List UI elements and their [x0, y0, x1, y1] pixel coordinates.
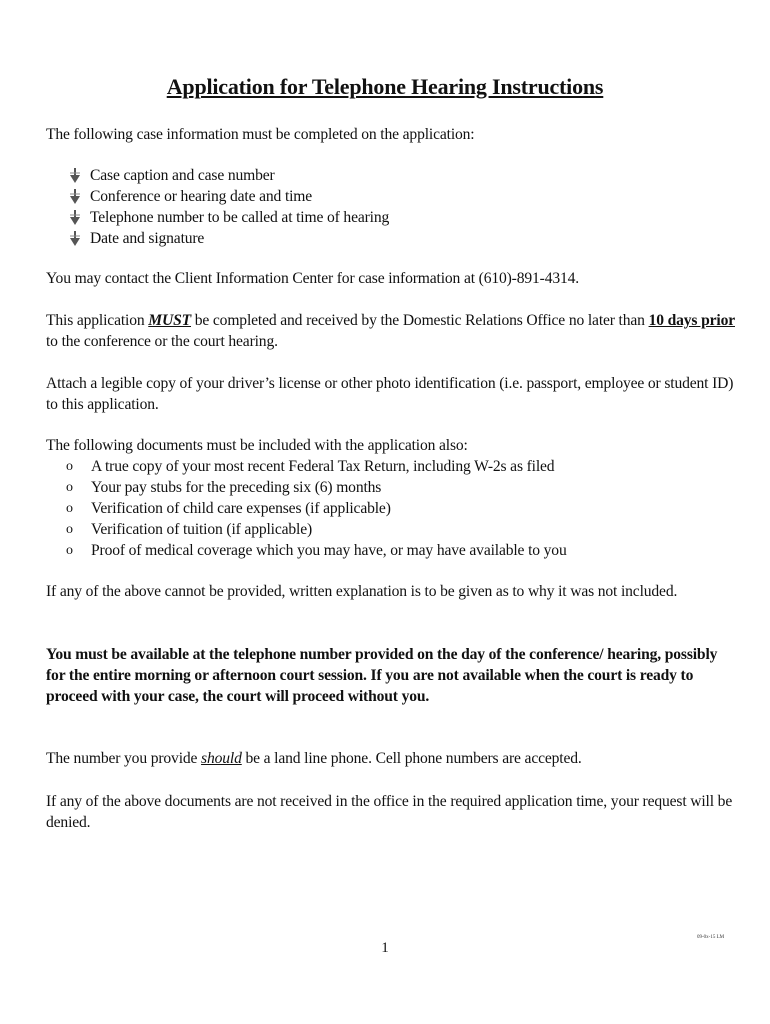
list-item-text: Your pay stubs for the preceding six (6) months — [91, 479, 382, 496]
explanation-text: If any of the above cannot be provided, written explanation is to be given as to why it was not included. — [46, 583, 678, 600]
circle-bullet-icon: o — [66, 501, 73, 516]
arrow-down-bullet-icon — [68, 189, 90, 204]
deadline-text: be completed and received by the Domestic Relations Office no later than — [191, 312, 649, 329]
list-item-text: Case caption and case number — [90, 167, 275, 184]
attach-text: Attach a legible copy of your driver’s license or other photo identification (i.e. passport, employee or student ID) to this application. — [46, 375, 734, 413]
list-item — [68, 165, 389, 186]
circle-bullet-icon: o — [66, 522, 73, 537]
phone-note-paragraph — [46, 748, 736, 769]
list-item-text: Date and signature — [90, 230, 205, 247]
intro-text: The following case information must be completed on the application: — [46, 126, 475, 143]
list-item — [66, 456, 567, 477]
list-item-text: Verification of child care expenses (if applicable) — [91, 500, 391, 517]
page-title: Application for Telephone Hearing Instructions — [166, 74, 604, 99]
documents-intro: The following documents must be included with the application also: — [46, 437, 468, 454]
circle-bullet-icon: o — [66, 480, 73, 495]
phone-note-text: The number you provide — [46, 750, 202, 767]
availability-warning: You must be available at the telephone number provided on the day of the conference/ hearing, possibly for the entire morning or afternoon court session. If you are not available when the court is ready to proceed with your case, the court will proceed without you. — [46, 646, 718, 705]
page-number: 1 — [381, 940, 389, 956]
list-item-text: Telephone number to be called at time of hearing — [90, 209, 390, 226]
phone-note-text: be a land line phone. Cell phone numbers are accepted. — [241, 750, 582, 767]
form-code: 09-0x-15 LM — [697, 935, 725, 940]
deadline-text: This application — [46, 312, 149, 329]
list-item — [66, 498, 567, 519]
list-item — [66, 519, 567, 540]
list-item-text: Proof of medical coverage which you may have, or may have available to you — [91, 542, 567, 559]
circle-bullet-icon: o — [66, 459, 73, 474]
deadline-text: to the conference or the court hearing. — [46, 333, 278, 350]
list-item-text: A true copy of your most recent Federal Tax Return, including W-2s as filed — [91, 458, 555, 475]
arrow-down-bullet-icon — [68, 210, 90, 225]
arrow-down-bullet-icon — [68, 231, 90, 246]
contact-text: You may contact the Client Information Center for case information at (610)-891-4314. — [46, 270, 580, 287]
documents-list — [66, 456, 567, 561]
deadline-paragraph — [46, 310, 736, 352]
list-item — [68, 228, 389, 249]
list-item-text: Verification of tuition (if applicable) — [91, 521, 313, 538]
required-items-list — [68, 165, 389, 249]
must-emphasis: MUST — [148, 312, 191, 329]
circle-bullet-icon: o — [66, 543, 73, 558]
denial-text: If any of the above documents are not received in the office in the required application time, your request will be denied. — [46, 793, 733, 831]
list-item-text: Conference or hearing date and time — [90, 188, 313, 205]
arrow-down-bullet-icon — [68, 168, 90, 183]
days-prior-emphasis: 10 days prior — [648, 312, 735, 329]
list-item — [66, 540, 567, 561]
list-item — [68, 207, 389, 228]
list-item — [66, 477, 567, 498]
should-emphasis: should — [201, 750, 242, 767]
list-item — [68, 186, 389, 207]
